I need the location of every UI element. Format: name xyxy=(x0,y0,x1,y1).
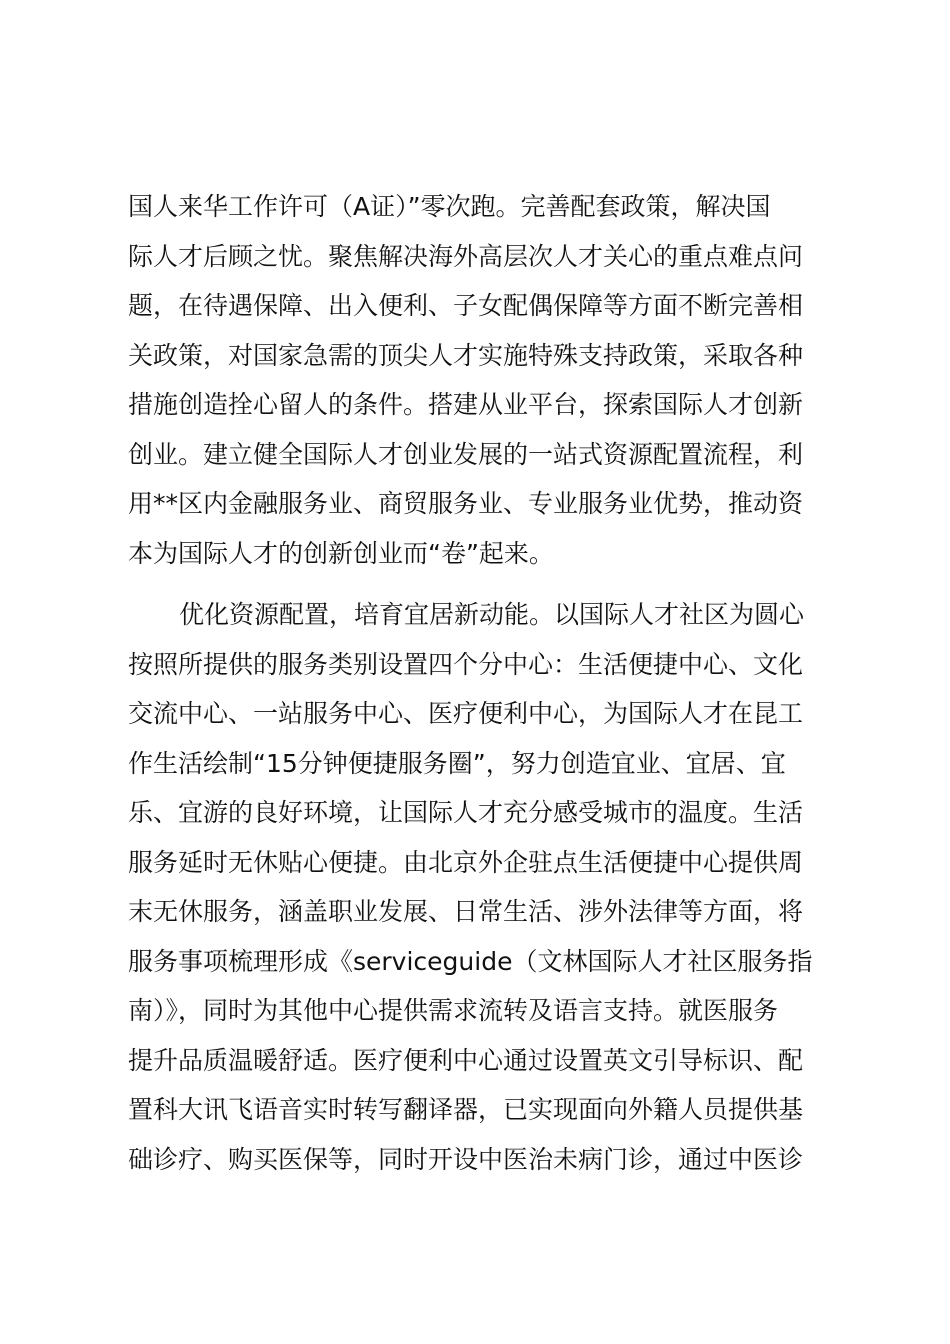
paragraph xyxy=(128,593,838,1187)
text-line: 作生活绘制“15分钟便捷服务圈”，努力创造宜业、宜居、宜 xyxy=(128,748,786,778)
text-line: 际人才后顾之忧。聚焦解决海外高层次人才关心的重点难点问 xyxy=(128,241,804,271)
text-line: 用**区内金融服务业、商贸服务业、专业服务业优势，推动资 xyxy=(128,489,804,518)
paragraph xyxy=(128,185,838,581)
text-line: 交流中心、一站服务中心、医疗便利中心，为国际人才在昆工 xyxy=(128,699,804,728)
text-line: 关政策，对国家急需的顶尖人才实施特殊支持政策，采取各种 xyxy=(128,340,804,370)
text-line: 服务延时无休贴心便捷。由北京外企驻点生活便捷中心提供周 xyxy=(128,847,804,877)
text-line: 末无休服务，涵盖职业发展、日常生活、涉外法律等方面，将 xyxy=(128,897,804,926)
text-line: 提升品质温暖舒适。医疗便利中心通过设置英文引导标识、配 xyxy=(128,1045,804,1075)
text-line: 题，在待遇保障、出入便利、子女配偶保障等方面不断完善相 xyxy=(128,291,804,320)
text-line: 国人来华工作许可（A证）”零次跑。完善配套政策，解决国 xyxy=(128,192,771,221)
text-line: 础诊疗、购买医保等，同时开设中医治未病门诊，通过中医诊 xyxy=(128,1144,804,1174)
text-line: 优化资源配置，培育宜居新动能。以国际人才社区为圆心 xyxy=(179,600,805,629)
text-line: 乐、宜游的良好环境，让国际人才充分感受城市的温度。生活 xyxy=(128,798,804,827)
text-line: 置科大讯飞语音实时转写翻译器，已实现面向外籍人员提供基 xyxy=(128,1095,804,1124)
text-line: 措施创造拴心留人的条件。搭建从业平台，探索国际人才创新 xyxy=(128,390,804,419)
paragraph-spacing xyxy=(128,581,838,593)
text-line: 南）》，同时为其他中心提供需求流转及语言支持。就医服务 xyxy=(128,996,779,1025)
body-text xyxy=(128,185,838,1187)
text-line: 按照所提供的服务类别设置四个分中心：生活便捷中心、文化 xyxy=(128,649,804,679)
text-line: 创业。建立健全国际人才创业发展的一站式资源配置流程，利 xyxy=(128,439,804,469)
text-line: 本为国际人才的创新创业而“卷”起来。 xyxy=(128,538,554,568)
text-line: 服务事项梳理形成《serviceguide（文林国际人才社区服务指 xyxy=(128,946,813,976)
